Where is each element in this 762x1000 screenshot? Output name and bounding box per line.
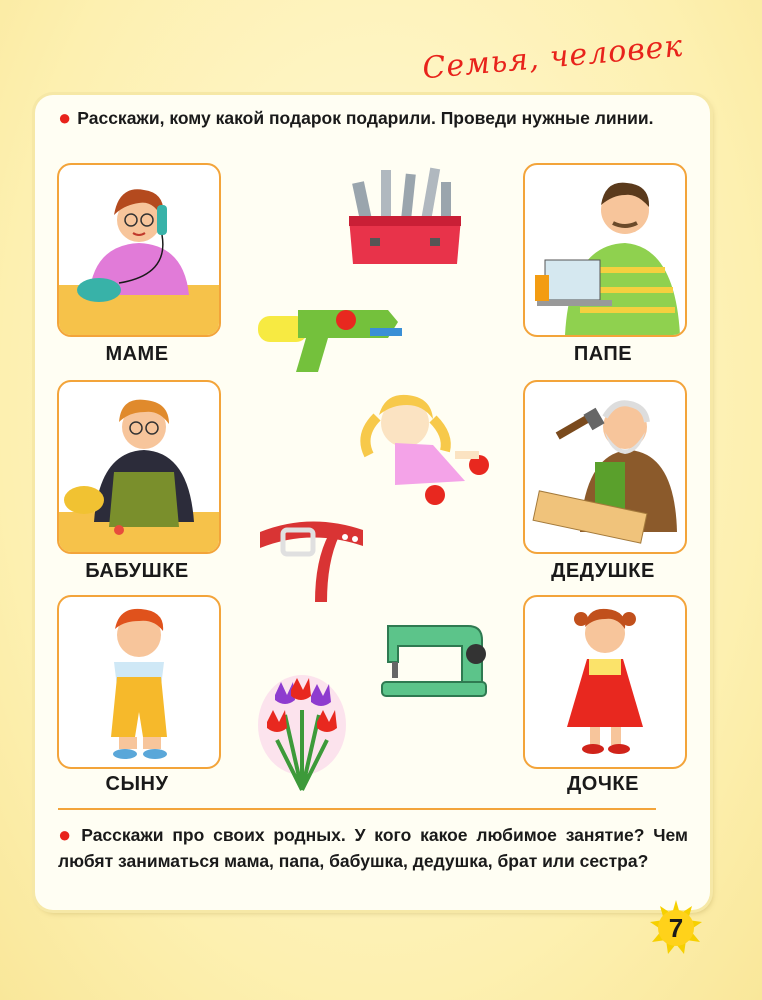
card-mom[interactable] <box>57 163 221 337</box>
page-header: Семья, человек <box>421 28 686 87</box>
card-grandma[interactable] <box>57 380 221 554</box>
doll-icon[interactable] <box>355 385 495 510</box>
label-grandma: БАБУШКЕ <box>85 560 189 582</box>
dad-illustration <box>525 165 685 335</box>
label-daughter: ДОЧКЕ <box>567 773 639 795</box>
label-dad: ПАПЕ <box>573 343 633 365</box>
task-2-text: Расскажи про своих родных. У кого какое любимое занятие? Чем любят заниматься мама, папа, бабушка, дедушка, брат или сестра? <box>58 825 688 871</box>
task-1-text: Расскажи, кому какой подарок подарили. Проведи нужные линии. <box>77 108 654 128</box>
son-illustration <box>59 597 219 767</box>
mom-illustration <box>59 165 219 335</box>
card-daughter[interactable] <box>523 595 687 769</box>
divider <box>58 808 656 810</box>
daughter-illustration <box>525 597 685 767</box>
bullet-icon: ● <box>58 105 72 130</box>
grandpa-illustration <box>525 382 685 552</box>
sewing-machine-icon[interactable] <box>378 612 490 702</box>
page-number <box>648 900 704 956</box>
bullet-icon: ● <box>58 822 76 847</box>
tulips-icon[interactable] <box>255 670 350 800</box>
card-son[interactable] <box>57 595 221 769</box>
belt-icon[interactable] <box>255 512 370 607</box>
label-son: СЫНУ <box>105 773 169 795</box>
card-grandpa[interactable] <box>523 380 687 554</box>
label-mom: МАМЕ <box>105 343 169 365</box>
water-gun-icon[interactable] <box>258 298 408 378</box>
task-2 <box>58 822 688 874</box>
task-1 <box>58 105 688 131</box>
card-dad[interactable] <box>523 163 687 337</box>
page-number-text: 7 <box>668 913 684 943</box>
grandma-illustration <box>59 382 219 552</box>
label-grandpa: ДЕДУШКЕ <box>551 560 655 582</box>
toolbox-icon[interactable] <box>345 160 465 270</box>
